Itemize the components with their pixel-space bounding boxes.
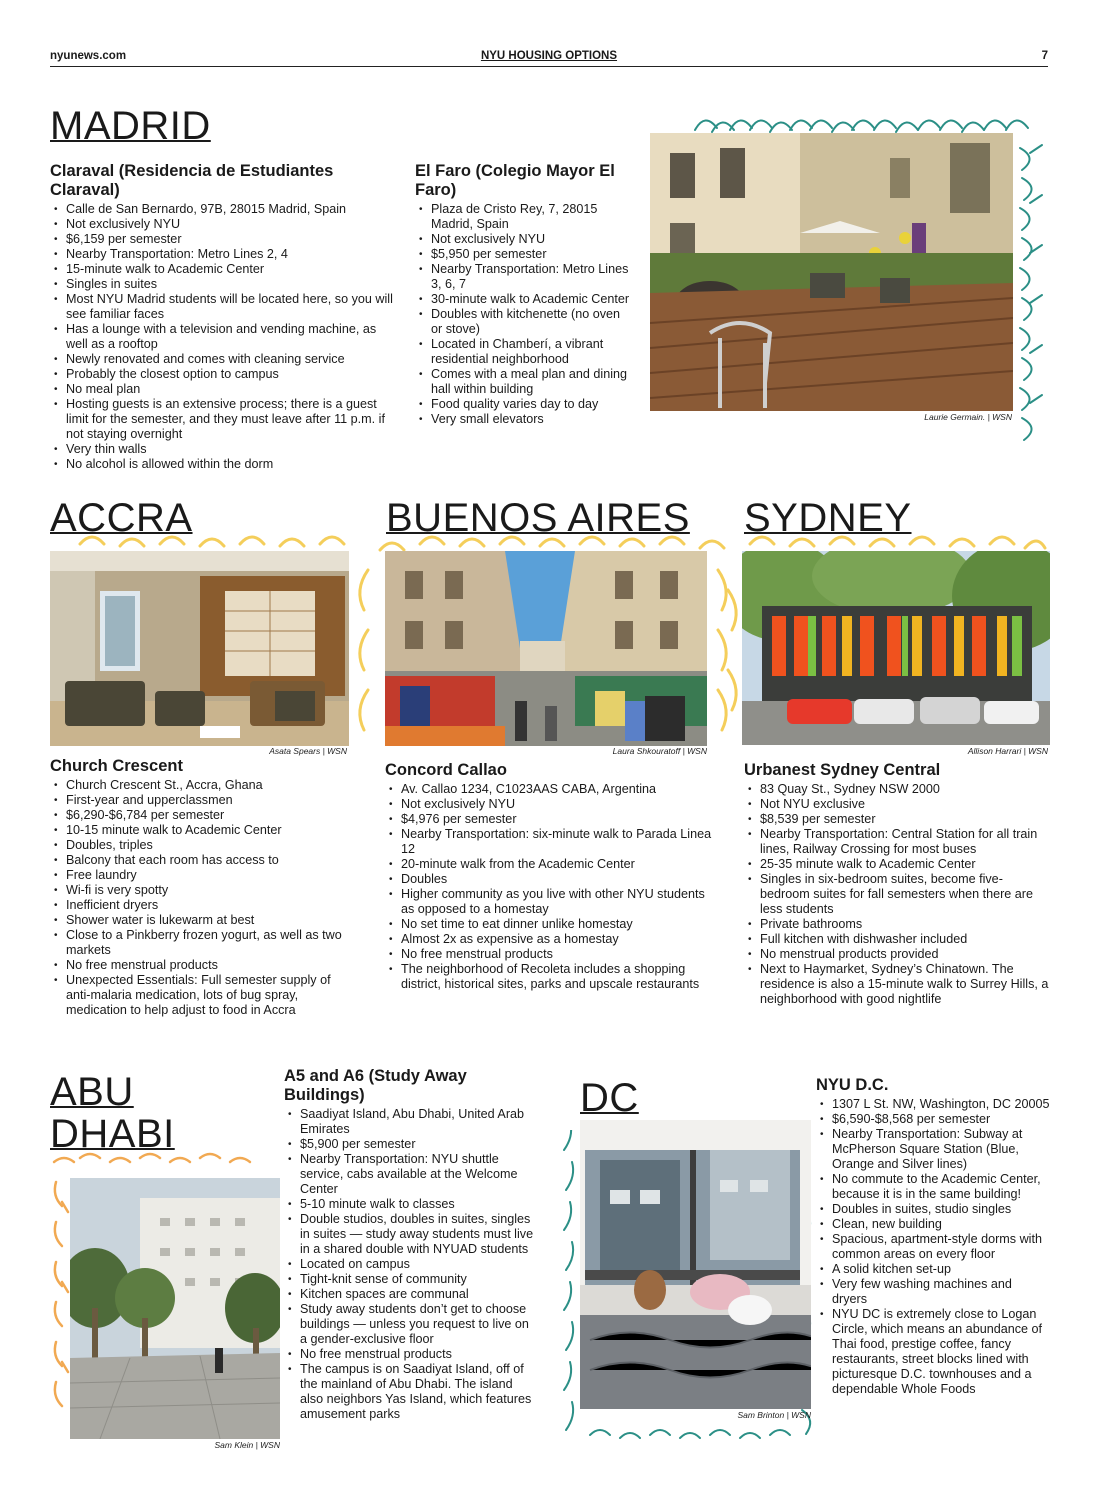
sydney-photo <box>742 551 1050 745</box>
detail-item: • $6,290-$6,784 per semester <box>50 808 355 823</box>
photo-credit-dc: Sam Brinton | WSN <box>737 1410 811 1420</box>
residence-nyu-dc <box>816 1076 1050 1397</box>
madrid-photo <box>650 133 1013 411</box>
detail-item: • Shower water is lukewarm at best <box>50 913 355 928</box>
detail-item: • No free menstrual products <box>50 958 355 973</box>
residence-name: NYU D.C. <box>816 1076 889 1094</box>
detail-item: • Private bathrooms <box>744 917 1049 932</box>
detail-item: • Higher community as you live with other NYU students as opposed to a homestay <box>385 887 715 917</box>
detail-item: • Food quality varies day to day <box>415 397 630 412</box>
detail-item: • Plaza de Cristo Rey, 7, 28015 Madrid, Spain <box>415 202 630 232</box>
residence-details <box>50 778 355 1018</box>
photo-credit-sydney: Allison Harrari | WSN <box>967 746 1048 756</box>
detail-item: • Located in Chamberí, a vibrant residential neighborhood <box>415 337 630 367</box>
detail-item: • The neighborhood of Recoleta includes a shopping district, historical sites, parks and upscale restaurants <box>385 962 715 992</box>
residence-el-faro <box>415 162 630 427</box>
residence-concord-callao <box>385 761 715 992</box>
residence-details <box>744 782 1049 1007</box>
detail-item: • 1307 L St. NW, Washington, DC 20005 <box>816 1097 1050 1112</box>
detail-item: • Av. Callao 1234, C1023AAS CABA, Argentina <box>385 782 715 797</box>
section-title: NYU HOUSING OPTIONS <box>480 50 618 62</box>
detail-item: • Doubles <box>385 872 715 887</box>
detail-item: • Kitchen spaces are communal <box>284 1287 534 1302</box>
city-heading-madrid: MADRID <box>50 104 211 148</box>
detail-item: • Nearby Transportation: NYU shuttle service, cabs available at the Welcome Center <box>284 1152 534 1197</box>
detail-item: • Saadiyat Island, Abu Dhabi, United Arab Emirates <box>284 1107 534 1137</box>
detail-item: • $5,900 per semester <box>284 1137 534 1152</box>
detail-item: • Study away students don’t get to choose buildings — unless you request to live on a gender-exclusive floor <box>284 1302 534 1347</box>
residence-claraval <box>50 162 395 472</box>
photo-credit-madrid: Laurie Germain. | WSN <box>924 412 1012 422</box>
detail-item: • No set time to eat dinner unlike homestay <box>385 917 715 932</box>
residence-details <box>50 202 395 472</box>
detail-item: • Hosting guests is an extensive process; there is a guest limit for the semester, and they must leave after 11 p.m. if not staying overnight <box>50 397 395 442</box>
residence-details <box>816 1097 1050 1397</box>
city-line-2: DHABI <box>50 1112 175 1156</box>
residence-name: Urbanest Sydney Central <box>744 761 941 779</box>
detail-item: • No free menstrual products <box>385 947 715 962</box>
detail-item: • 10-15 minute walk to Academic Center <box>50 823 355 838</box>
residence-a5-a6 <box>284 1067 534 1422</box>
detail-item: • Very thin walls <box>50 442 395 457</box>
detail-item: • No meal plan <box>50 382 395 397</box>
photo-credit-accra: Asata Spears | WSN <box>269 746 347 756</box>
residence-name: El Faro (Colegio Mayor El Faro) <box>415 162 615 199</box>
site-name: nyunews.com <box>50 50 127 62</box>
detail-item: • Doubles, triples <box>50 838 355 853</box>
detail-item: • No alcohol is allowed within the dorm <box>50 457 395 472</box>
detail-item: • 83 Quay St., Sydney NSW 2000 <box>744 782 1049 797</box>
detail-item: • Nearby Transportation: Metro Lines 3, 6, 7 <box>415 262 630 292</box>
city-heading-abu-dhabi <box>50 1071 175 1155</box>
detail-item: • Doubles with kitchenette (no oven or stove) <box>415 307 630 337</box>
detail-item: • 30-minute walk to Academic Center <box>415 292 630 307</box>
detail-item: • Comes with a meal plan and dining hall within building <box>415 367 630 397</box>
city-line-1: ABU <box>50 1070 134 1114</box>
detail-item: • Nearby Transportation: six-minute walk to Parada Linea 12 <box>385 827 715 857</box>
detail-item: • Full kitchen with dishwasher included <box>744 932 1049 947</box>
detail-item: • Church Crescent St., Accra, Ghana <box>50 778 355 793</box>
detail-item: • Spacious, apartment-style dorms with common areas on every floor <box>816 1232 1050 1262</box>
detail-item: • The campus is on Saadiyat Island, off of the mainland of Abu Dhabi. The island also neighbors Yas Island, which features amusement parks <box>284 1362 534 1422</box>
detail-item: • $5,950 per semester <box>415 247 630 262</box>
residence-urbanest <box>744 761 1049 1007</box>
residence-details <box>284 1107 534 1422</box>
detail-item: • Next to Haymarket, Sydney’s Chinatown. The residence is also a 15-minute walk to Surrey Hills, a neighborhood with good nightlife <box>744 962 1049 1007</box>
residence-name: A5 and A6 (Study Away Buildings) <box>284 1067 467 1104</box>
residence-name: Claraval (Residencia de Estudiantes Claraval) <box>50 162 334 199</box>
detail-item: • $8,539 per semester <box>744 812 1049 827</box>
detail-item: • 25-35 minute walk to Academic Center <box>744 857 1049 872</box>
detail-item: • Not exclusively NYU <box>415 232 630 247</box>
detail-item: • Not exclusively NYU <box>50 217 395 232</box>
accra-photo <box>50 551 349 746</box>
detail-item: • Doubles in suites, studio singles <box>816 1202 1050 1217</box>
city-heading-buenos-aires: BUENOS AIRES <box>386 496 690 540</box>
detail-item: • Nearby Transportation: Central Station for all train lines, Railway Crossing for most buses <box>744 827 1049 857</box>
photo-credit-abu-dhabi: Sam Klein | WSN <box>214 1440 280 1450</box>
detail-item: • Not exclusively NYU <box>385 797 715 812</box>
residence-details <box>415 202 630 427</box>
detail-item: • A solid kitchen set-up <box>816 1262 1050 1277</box>
page-header <box>50 50 1048 67</box>
detail-item: • $4,976 per semester <box>385 812 715 827</box>
photo-credit-buenos-aires: Laura Shkouratoff | WSN <box>612 746 707 756</box>
detail-item: • Singles in six-bedroom suites, become five-bedroom suites for fall semesters when there are less students <box>744 872 1049 917</box>
detail-item: • Almost 2x as expensive as a homestay <box>385 932 715 947</box>
detail-item: • $6,590-$8,568 per semester <box>816 1112 1050 1127</box>
detail-item: • Most NYU Madrid students will be located here, so you will see familiar faces <box>50 292 395 322</box>
city-heading-dc: DC <box>580 1076 639 1120</box>
residence-name: Concord Callao <box>385 761 507 779</box>
residence-details <box>385 782 715 992</box>
detail-item: • Nearby Transportation: Metro Lines 2, 4 <box>50 247 395 262</box>
detail-item: • Singles in suites <box>50 277 395 292</box>
detail-item: • Tight-knit sense of community <box>284 1272 534 1287</box>
detail-item: • 5-10 minute walk to classes <box>284 1197 534 1212</box>
detail-item: • Clean, new building <box>816 1217 1050 1232</box>
detail-item: • 20-minute walk from the Academic Center <box>385 857 715 872</box>
detail-item: • Free laundry <box>50 868 355 883</box>
page-number: 7 <box>1041 50 1048 62</box>
detail-item: • Unexpected Essentials: Full semester supply of anti-malaria medication, lots of bug spray, medication to help adjust to food in Accra <box>50 973 355 1018</box>
residence-church-crescent <box>50 757 355 1018</box>
detail-item: • Very small elevators <box>415 412 630 427</box>
city-heading-accra: ACCRA <box>50 496 193 540</box>
detail-item: • Balcony that each room has access to <box>50 853 355 868</box>
detail-item: • Close to a Pinkberry frozen yogurt, as well as two markets <box>50 928 355 958</box>
detail-item: • Has a lounge with a television and vending machine, as well as a rooftop <box>50 322 395 352</box>
detail-item: • Double studios, doubles in suites, singles in suites — study away students must live in a shared double with NYUAD students <box>284 1212 534 1257</box>
detail-item: • Located on campus <box>284 1257 534 1272</box>
detail-item: • 15-minute walk to Academic Center <box>50 262 395 277</box>
detail-item: • First-year and upperclassmen <box>50 793 355 808</box>
detail-item: • Inefficient dryers <box>50 898 355 913</box>
detail-item: • Wi-fi is very spotty <box>50 883 355 898</box>
detail-item: • Not NYU exclusive <box>744 797 1049 812</box>
detail-item: • $6,159 per semester <box>50 232 395 247</box>
detail-item: • Calle de San Bernardo, 97B, 28015 Madrid, Spain <box>50 202 395 217</box>
buenos-aires-photo <box>385 551 707 746</box>
dc-photo <box>580 1120 811 1409</box>
detail-item: • NYU DC is extremely close to Logan Circle, which means an abundance of Thai food, prestige coffee, fancy restaurants, street blocks lined with picturesque D.C. townhouses and a dependable Whole Foods <box>816 1307 1050 1397</box>
detail-item: • Newly renovated and comes with cleaning service <box>50 352 395 367</box>
detail-item: • Nearby Transportation: Subway at McPherson Square Station (Blue, Orange and Silver lines) <box>816 1127 1050 1172</box>
detail-item: • No commute to the Academic Center, because it is in the same building! <box>816 1172 1050 1202</box>
detail-item: • Probably the closest option to campus <box>50 367 395 382</box>
city-heading-sydney: SYDNEY <box>744 496 912 540</box>
residence-name: Church Crescent <box>50 757 183 775</box>
abu-dhabi-photo <box>70 1178 280 1439</box>
detail-item: • No menstrual products provided <box>744 947 1049 962</box>
detail-item: • Very few washing machines and dryers <box>816 1277 1050 1307</box>
detail-item: • No free menstrual products <box>284 1347 534 1362</box>
